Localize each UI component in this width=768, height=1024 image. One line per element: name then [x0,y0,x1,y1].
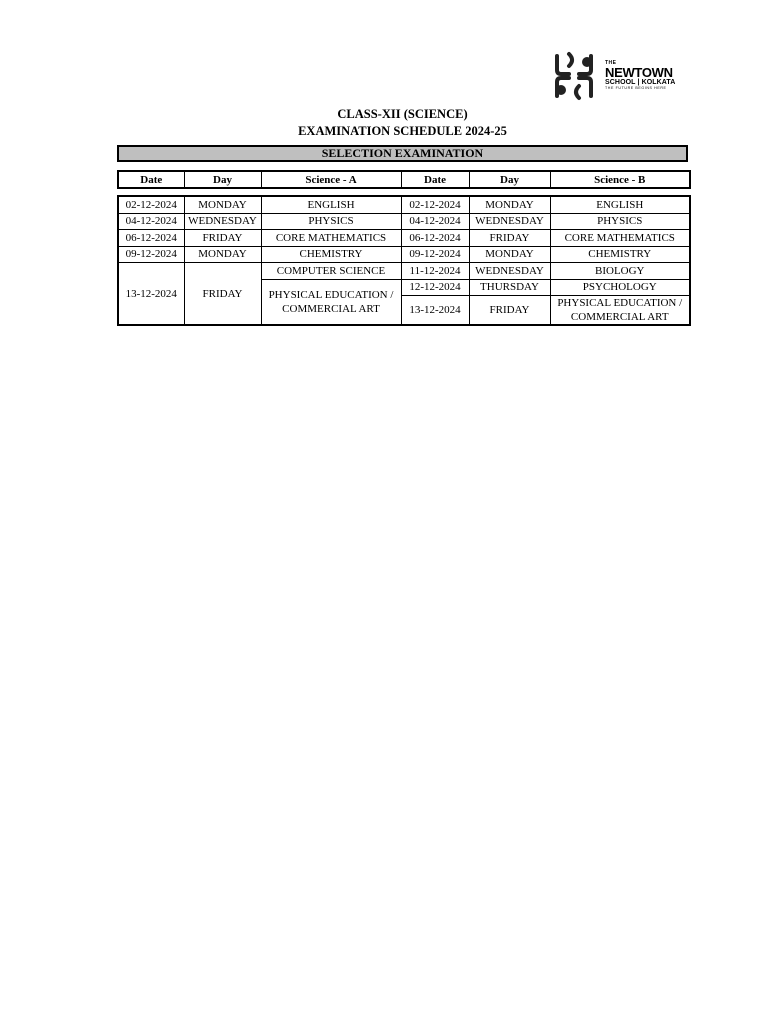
cell-subject-b: PHYSICS [550,213,690,230]
header-date-b: Date [401,171,469,188]
logo-subtitle: SCHOOL | KOLKATA [605,79,676,87]
cell-date-b: 13-12-2024 [401,296,469,326]
cell-subject-b: PHYSICAL EDUCATION / COMMERCIAL ART [550,296,690,326]
school-logo [547,50,687,102]
cell-subject-b: CHEMISTRY [550,246,690,263]
table-row [118,263,690,280]
school-emblem-icon [547,50,601,102]
cell-subject-b: PSYCHOLOGY [550,279,690,296]
cell-day-b: FRIDAY [469,230,550,247]
cell-day-b: WEDNESDAY [469,213,550,230]
logo-the: THE [605,60,617,67]
cell-day-b: MONDAY [469,246,550,263]
cell-date-b: 11-12-2024 [401,263,469,280]
cell-date-b: 04-12-2024 [401,213,469,230]
cell-subject-b: BIOLOGY [550,263,690,280]
table-row [118,230,690,247]
header-day-a: Day [184,171,261,188]
header-day-b: Day [469,171,550,188]
cell-date-a: 13-12-2024 [118,263,184,326]
section-title-bar: SELECTION EXAMINATION [117,145,688,162]
header-science-b: Science - B [550,171,690,188]
page-title: CLASS-XII (SCIENCE) [337,107,468,121]
cell-day-a: FRIDAY [184,230,261,247]
cell-day-b: MONDAY [469,196,550,213]
table-row [118,196,690,213]
logo-name: NEWTOWN [605,65,673,81]
cell-day-a: WEDNESDAY [184,213,261,230]
table-row [118,213,690,230]
cell-day-a: MONDAY [184,196,261,213]
schedule-table [117,195,691,326]
cell-date-a: 06-12-2024 [118,230,184,247]
table-row [118,246,690,263]
header-date-a: Date [118,171,184,188]
logo-tagline: THE FUTURE BEGINS HERE [605,86,667,91]
cell-subject-a: ENGLISH [261,196,401,213]
cell-date-a: 09-12-2024 [118,246,184,263]
header-science-a: Science - A [261,171,401,188]
page-subtitle: EXAMINATION SCHEDULE 2024-25 [298,124,507,138]
cell-date-a: 04-12-2024 [118,213,184,230]
cell-subject-a: PHYSICAL EDUCATION / COMMERCIAL ART [261,279,401,325]
cell-subject-a: PHYSICS [261,213,401,230]
cell-day-b: FRIDAY [469,296,550,326]
cell-date-b: 06-12-2024 [401,230,469,247]
cell-day-a: MONDAY [184,246,261,263]
cell-subject-b: CORE MATHEMATICS [550,230,690,247]
cell-date-a: 02-12-2024 [118,196,184,213]
cell-day-a: FRIDAY [184,263,261,326]
schedule-header-table [117,170,691,189]
cell-date-b: 12-12-2024 [401,279,469,296]
cell-date-b: 09-12-2024 [401,246,469,263]
cell-day-b: WEDNESDAY [469,263,550,280]
cell-day-b: THURSDAY [469,279,550,296]
cell-subject-b: ENGLISH [550,196,690,213]
cell-subject-a: CORE MATHEMATICS [261,230,401,247]
header-row [118,171,690,188]
cell-subject-a: CHEMISTRY [261,246,401,263]
cell-subject-a: COMPUTER SCIENCE [261,263,401,280]
cell-date-b: 02-12-2024 [401,196,469,213]
